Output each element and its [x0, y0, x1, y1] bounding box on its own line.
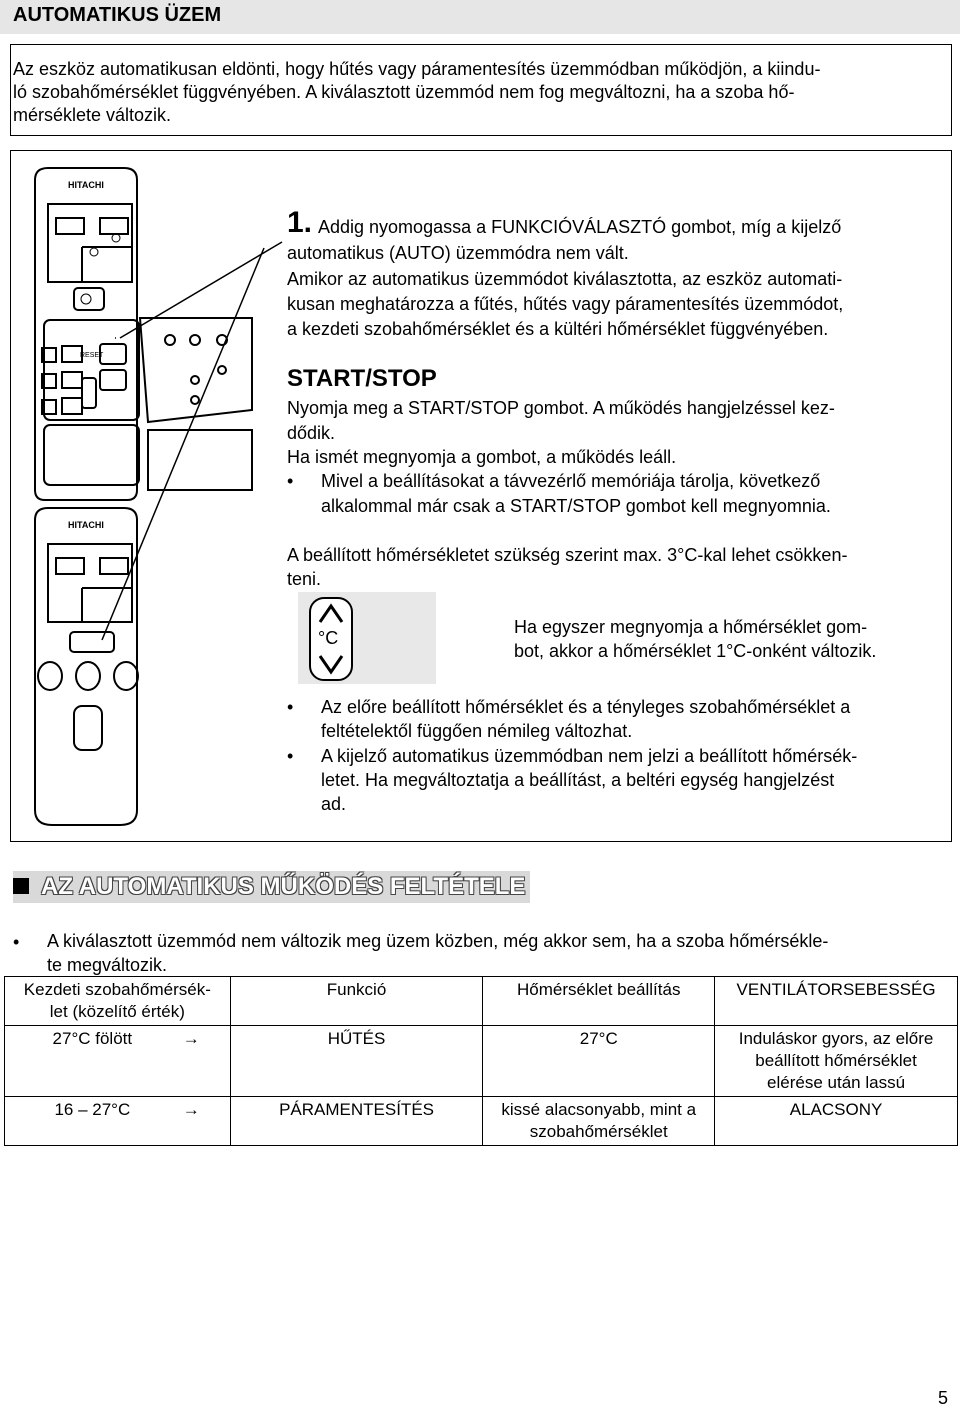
note-line: ad.: [321, 794, 347, 814]
header-line: let (közelítő érték): [49, 1002, 185, 1021]
temp-note-line: Ha egyszer megnyomja a hőmérséklet gom-: [514, 617, 868, 637]
table-cell: [483, 1097, 715, 1146]
table-row: [5, 1097, 958, 1146]
temp-line: kissé alacsonyabb, mint a: [501, 1100, 697, 1119]
header-line: Kezdeti szobahőmérsék-: [23, 980, 211, 999]
table-cell: [5, 1097, 231, 1146]
table-header-cell: Funkció: [230, 977, 483, 1026]
temp-line: szobahőmérséklet: [529, 1122, 668, 1141]
startstop-heading: START/STOP: [287, 365, 437, 392]
table-row: [5, 1026, 958, 1097]
intro-line: ló szobahőmérséklet függvényében. A kiválasztott üzemmód nem fog megváltozni, ha a szoba hő-: [13, 82, 795, 102]
step-number: 1.: [287, 206, 313, 239]
table-cell: 27°C: [483, 1026, 715, 1097]
page-number: 5: [937, 1388, 948, 1408]
step1-line: automatikus (AUTO) üzemmódra nem vált.: [287, 243, 629, 263]
temp-button-illustration: [298, 592, 438, 687]
note-line: letet. Ha megváltoztatja a beállítást, a beltéri egység hangjelzést: [321, 770, 835, 790]
step1-line: Addig nyomogassa a FUNKCIÓVÁLASZTÓ gombot, míg a kijelző: [318, 217, 842, 237]
conditions-table: [4, 976, 958, 1146]
startstop-line: Nyomja meg a START/STOP gombot. A működés hangjelzéssel kez-: [287, 398, 835, 418]
startstop-line: Ha ismét megnyomja a gombot, a működés leáll.: [287, 447, 677, 467]
page-title: AUTOMATIKUS ÜZEM: [13, 4, 222, 26]
startstop-bullet-line: Mivel a beállításokat a távvezérlő memóriája tárolja, következő: [321, 471, 821, 491]
temp-adjust-line: A beállított hőmérsékletet szükség szerint max. 3°C-kal lehet csökken-: [287, 545, 848, 565]
table-header-row: [5, 977, 958, 1026]
table-cell: PÁRAMENTESÍTÉS: [230, 1097, 483, 1146]
table-header-cell: Hőmérséklet beállítás: [483, 977, 715, 1026]
table-cell: ALACSONY: [715, 1097, 958, 1146]
temp-note-line: bot, akkor a hőmérséklet 1°C-onként változik.: [514, 641, 877, 661]
intro-line: mérséklete változik.: [13, 105, 172, 125]
range-value: 16 – 27°C: [54, 1100, 131, 1119]
note-line: Az előre beállított hőmérséklet és a tényleges szobahőmérséklet a: [321, 697, 851, 717]
section-title: [13, 871, 530, 903]
remote-bottom: [35, 508, 138, 825]
startstop-line: dődik.: [287, 423, 336, 443]
table-header-cell: VENTILÁTORSEBESSÉG: [715, 977, 958, 1026]
step1-line: a kezdeti szobahőmérséklet és a kültéri hőmérséklet függvényében.: [287, 319, 829, 339]
fan-line: beállított hőmérséklet: [755, 1051, 917, 1070]
table-cell: [5, 1026, 231, 1097]
section-bullet-line: A kiválasztott üzemmód nem változik meg üzem közben, még akkor sem, ha a szoba hőmérsékle-: [47, 931, 829, 951]
remote-top: [35, 168, 139, 500]
remote-brand: HITACHI: [68, 180, 104, 190]
step1-line: Amikor az automatikus üzemmódot kiválasztotta, az eszköz automati-: [287, 269, 843, 289]
remote-open-panel: [140, 318, 252, 490]
table-cell: [715, 1026, 958, 1097]
fan-line: elérése után lassú: [767, 1073, 906, 1092]
section-bullet-line: te megváltozik.: [47, 955, 168, 975]
startstop-bullet-line: alkalommal már csak a START/STOP gombot kell megnyomnia.: [321, 496, 831, 516]
arrow-right-icon: →: [182, 1029, 200, 1048]
table-cell: HŰTÉS: [230, 1026, 483, 1097]
arrow-right-icon: →: [182, 1100, 200, 1119]
temp-button-unit: °C: [318, 628, 339, 648]
step1-line: kusan meghatározza a fűtés, hűtés vagy páramentesítés üzemmódot,: [287, 294, 844, 314]
bullet-dot: •: [287, 697, 294, 717]
intro-line: Az eszköz automatikusan eldönti, hogy hűtés vagy páramentesítés üzemmódban működjön, a kiindu-: [13, 59, 821, 79]
temp-adjust-line: teni.: [287, 569, 322, 589]
remote-illustration: [20, 160, 290, 830]
note-line: feltételektől függően némileg változhat.: [321, 721, 633, 741]
section-title-text: AZ AUTOMATIKUS MŰKÖDÉS FELTÉTELE: [41, 873, 526, 900]
remote-brand-2: HITACHI: [68, 520, 104, 530]
remote-reset-label: RESET: [80, 352, 104, 359]
bullet-dot: •: [13, 932, 20, 952]
table-header-cell: [5, 977, 231, 1026]
bullet-dot: •: [287, 746, 294, 766]
section-square-icon: [13, 878, 29, 894]
fan-line: Induláskor gyors, az előre: [738, 1029, 934, 1048]
intro-text: [13, 58, 943, 127]
bullet-dot: •: [287, 471, 294, 491]
note-line: A kijelző automatikus üzemmódban nem jelzi a beállított hőmérsék-: [321, 746, 858, 766]
range-value: 27°C fölött: [52, 1029, 133, 1048]
